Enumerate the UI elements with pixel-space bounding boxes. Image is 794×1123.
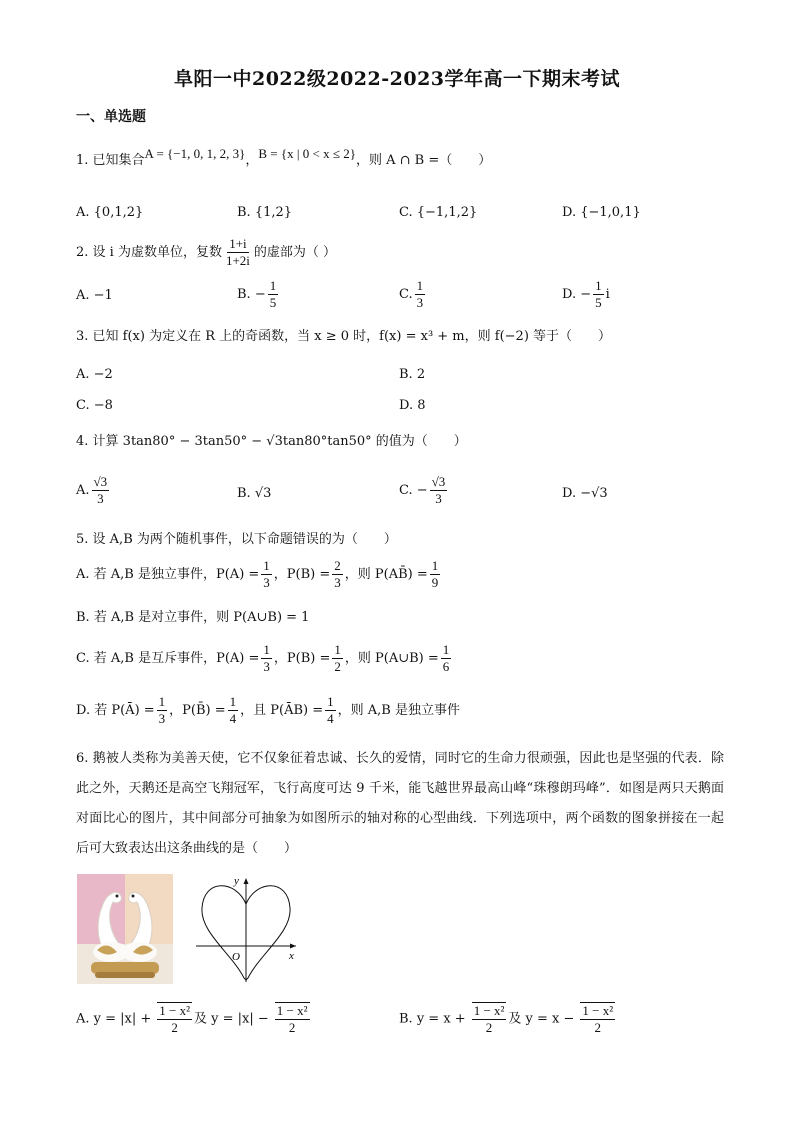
x-axis-arrow-icon [290, 944, 296, 949]
q5-d-part2: ，P(B̄) = [169, 703, 226, 718]
q4-option-d[interactable]: D. −√3 [562, 486, 608, 501]
q4-option-a-den: 3 [97, 491, 104, 506]
q5-c-frac3 [441, 642, 452, 675]
q1-stem-suffix: ，则 A ∩ B =（ ） [355, 153, 492, 168]
q1-stem-prefix: 1. 已知集合 [76, 153, 145, 168]
q2-option-c[interactable] [399, 278, 427, 311]
q2-option-b-den: 5 [269, 295, 277, 310]
q5-a-part2: ，P(B) = [273, 567, 331, 582]
q2-fraction [224, 236, 252, 269]
question-5-stem: 5. 设 A,B 为两个随机事件，以下命题错误的为（ ） [76, 532, 397, 547]
q6-a-part1: A. y = |x| + [76, 1011, 152, 1027]
q5-a-frac2-den: 3 [334, 575, 341, 590]
q2-option-c-fraction [415, 278, 426, 311]
q5-d-frac1 [157, 694, 168, 727]
q1-option-a[interactable]: A. {0,1,2} [76, 205, 144, 220]
q2-option-b-fraction [268, 278, 279, 311]
heart-curve-graph [196, 874, 300, 984]
q6-b-rad2-num: 1 − x² [582, 1003, 614, 1018]
q6-option-b[interactable] [399, 1002, 617, 1036]
q6-a-rad2-den: 2 [288, 1020, 296, 1035]
q5-a-frac1-den: 3 [263, 575, 270, 590]
swan-photo [77, 874, 173, 984]
q2-option-d-label: D. − [562, 287, 592, 302]
q2-option-d-fraction [593, 278, 604, 311]
q5-d-part1: D. 若 P(Ā) = [76, 703, 155, 718]
q4-option-c[interactable] [399, 474, 449, 507]
q6-b-rad2-den: 2 [594, 1020, 602, 1035]
q5-a-frac3 [430, 558, 441, 591]
q5-d-frac3-den: 4 [327, 711, 334, 726]
section-heading: 一、单选题 [76, 109, 146, 125]
question-4-stem: 4. 计算 3tan80° − 3tan50° − √3tan80°tan50° 的值为（ ） [76, 434, 467, 449]
q5-d-frac2 [228, 694, 239, 727]
q6-a-rad2-num: 1 − x² [276, 1003, 308, 1018]
q1-option-b[interactable]: B. {1,2} [237, 205, 293, 220]
q6-option-a[interactable] [76, 1002, 312, 1036]
q5-d-frac3-num: 1 [327, 694, 334, 709]
q5-option-d[interactable] [76, 694, 460, 727]
q2-option-d-suffix: i [605, 287, 610, 302]
q5-c-part3: ，则 P(A∪B) = [344, 651, 439, 666]
q2-option-d-den: 5 [595, 295, 602, 310]
q6-a-radical2 [275, 1002, 310, 1036]
q4-option-a-fraction [92, 474, 110, 507]
q5-d-part4: ，则 A,B 是独立事件 [337, 703, 460, 718]
q6-a-radical1 [157, 1002, 192, 1036]
q5-d-frac2-den: 4 [229, 711, 237, 726]
q5-option-c[interactable] [76, 642, 453, 675]
q2-option-a[interactable]: A. −1 [76, 288, 113, 303]
q4-option-a[interactable] [76, 474, 111, 507]
q3-option-d[interactable]: D. 8 [399, 398, 426, 413]
q5-d-frac3 [325, 694, 336, 727]
q2-frac-bottom: 1+2i [225, 253, 250, 268]
q4-option-b[interactable]: B. √3 [237, 486, 272, 501]
q1-option-d[interactable]: D. {−1,0,1} [562, 205, 641, 220]
q2-frac-top: 1+i [229, 236, 247, 251]
y-axis-label: y [234, 875, 239, 887]
question-2-stem [76, 236, 336, 269]
q5-a-frac1-num: 1 [263, 558, 270, 573]
q5-option-a[interactable] [76, 558, 442, 591]
q2-option-d[interactable] [562, 278, 610, 311]
q5-d-frac1-den: 3 [158, 711, 166, 726]
q6-b-part1: B. y = x + [399, 1011, 466, 1027]
q5-c-part1: C. 若 A,B 是互斥事件，P(A) = [76, 651, 260, 666]
q6-b-part2: 及 y = x − [508, 1011, 575, 1027]
q5-a-frac1 [261, 558, 272, 591]
q5-a-frac3-num: 1 [431, 558, 439, 573]
q2-stem-suffix: 的虚部为（ ） [253, 245, 337, 260]
q2-option-c-den: 3 [416, 295, 424, 310]
q5-c-frac2-num: 1 [334, 642, 341, 657]
q2-stem-prefix: 2. 设 i 为虚数单位，复数 [76, 245, 222, 260]
question-1-stem [76, 146, 492, 171]
q2-option-b-num: 1 [269, 278, 277, 293]
q2-option-d-num: 1 [595, 278, 602, 293]
q6-b-rad1-num: 1 − x² [473, 1003, 505, 1018]
q5-a-frac2 [332, 558, 343, 591]
q3-option-a[interactable]: A. −2 [76, 367, 113, 382]
q4-option-a-num: √3 [93, 474, 108, 489]
q5-c-frac2 [332, 642, 343, 675]
q6-b-radical1 [472, 1002, 507, 1036]
exam-title: 阜阳一中2022级2022-2023学年高一下期末考试 [173, 68, 621, 90]
q2-option-b[interactable] [237, 278, 280, 311]
q5-a-part3: ，则 P(AB̄) = [344, 567, 428, 582]
q6-b-radical2 [580, 1002, 615, 1036]
q5-c-part2: ，P(B) = [273, 651, 331, 666]
q4-option-c-fraction [430, 474, 448, 507]
origin-label: O [232, 951, 240, 963]
q1-option-c[interactable]: C. {−1,1,2} [399, 205, 478, 220]
q5-a-frac2-num: 2 [334, 558, 341, 573]
q5-a-frac3-den: 9 [431, 575, 439, 590]
q4-option-a-label: A. [76, 483, 90, 498]
q5-c-frac3-den: 6 [442, 659, 450, 674]
x-axis-label: x [289, 950, 294, 962]
q5-c-frac1 [261, 642, 272, 675]
q6-a-rad1-den: 2 [171, 1020, 178, 1035]
q2-option-c-label: C. [399, 287, 413, 302]
q5-d-part3: ，且 P(ĀB) = [240, 703, 324, 718]
q3-option-b[interactable]: B. 2 [399, 367, 426, 382]
q2-option-c-num: 1 [416, 278, 424, 293]
question-6-stem: 6. 鹅被人类称为美善天使，它不仅象征着忠诚、长久的爱情，同时它的生命力很顽强，因此也是坚强的代表．除此之外，天鹅还是高空飞翔冠军，飞行高度可达 9 千米，能飞越世界最高山峰“珠穆朗玛峰”．如图是两只天鹅面对面比心的图片，其中间部分可抽象为如图所示的轴对称的心型曲线．下列选项中，两个函数的图象拼接在一起后可大致表达出这条曲线的是（ ） [76, 751, 724, 856]
q1-set-a: A = {−1, 0, 1, 2, 3} [144, 146, 246, 161]
question-3-stem: 3. 已知 f(x) 为定义在 R 上的奇函数，当 x ≥ 0 时，f(x) = x³ + m，则 f(−2) 等于（ ） [76, 329, 612, 344]
q1-set-b: B = {x | 0 < x ≤ 2} [258, 146, 356, 161]
q3-option-c[interactable]: C. −8 [76, 398, 113, 413]
q6-b-rad1-den: 2 [485, 1020, 493, 1035]
q5-c-frac1-den: 3 [263, 659, 270, 674]
q5-c-frac1-num: 1 [263, 642, 270, 657]
q6-a-rad1-num: 1 − x² [159, 1003, 191, 1018]
q6-a-part2: 及 y = |x| − [194, 1011, 269, 1027]
q1-separator: ， [245, 153, 259, 168]
q5-c-frac2-den: 2 [334, 659, 341, 674]
y-axis-arrow-icon [244, 878, 249, 884]
q5-a-part1: A. 若 A,B 是独立事件，P(A) = [76, 567, 260, 582]
q4-option-c-num: √3 [431, 474, 446, 489]
q4-option-c-den: 3 [435, 491, 442, 506]
q5-c-frac3-num: 1 [442, 642, 450, 657]
q5-d-frac2-num: 1 [229, 694, 237, 709]
q5-d-frac1-num: 1 [158, 694, 166, 709]
q4-option-c-label: C. − [399, 483, 428, 498]
q2-option-b-label: B. − [237, 287, 266, 302]
q5-option-b[interactable]: B. 若 A,B 是对立事件，则 P(A∪B) = 1 [76, 610, 310, 625]
